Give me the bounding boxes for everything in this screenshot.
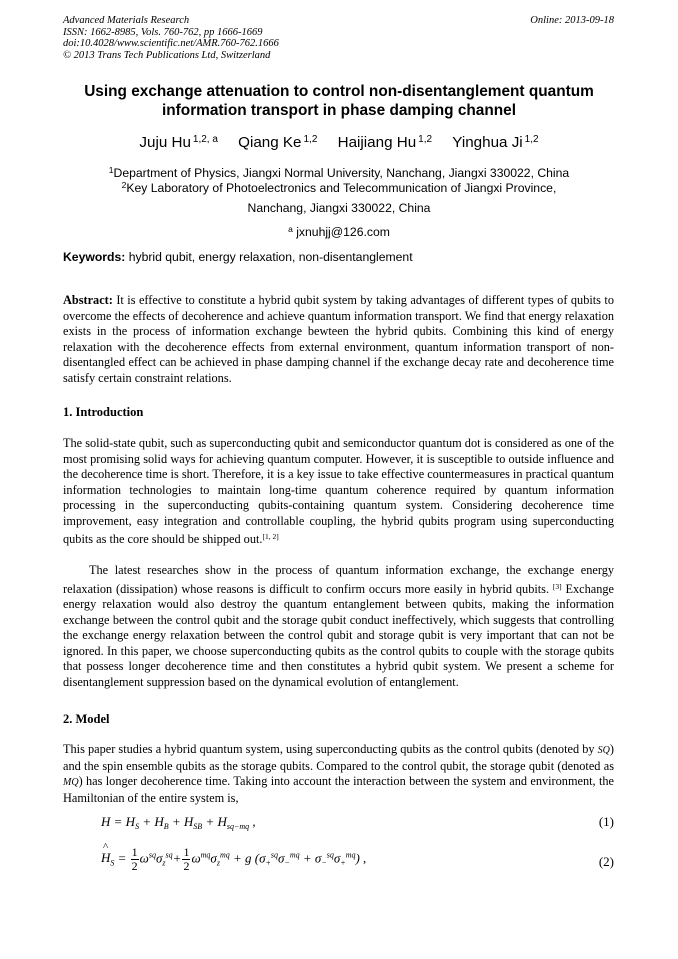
abstract [63, 293, 614, 386]
abstract-label: Abstract: [63, 293, 113, 307]
keywords-text: hybrid qubit, energy relaxation, non-disentanglement [128, 250, 413, 264]
section-heading-introduction: 1. Introduction [63, 405, 144, 419]
online-date: Online: 2013-09-18 [530, 15, 614, 26]
equation-1-formula: $H = H_S + H_B + H_{SB} + H_{sq-mq}$ , [101, 814, 256, 831]
paper-title [40, 82, 638, 120]
equation-2 [63, 846, 614, 880]
math-symbol-sq: SQ [597, 745, 610, 756]
author: Juju Hu $^{1,2, a}$ [139, 134, 218, 151]
author-email: $^a$ jxnuhjj@126.com [288, 224, 390, 239]
introduction-paragraph-1: The solid-state qubit, such as superconducting qubit and semiconductor quantum dot is considered as one of the most promising solid ways for achieving quantum computer. However, it is susceptible to outside influence and the decoherence time is short. Therefore, it is a key issue to take effective countermeasures in practical quantum information technologies to maintain long-time quantum coherence required by quantum information processing in the superconducting qubits-containing quantum system. Considering decoherence time improvement, easy integration and controllable coupling, the hybrid qubits program using superconducting qubits as the core should be shipped out.[1, 2] [63, 436, 614, 546]
keywords [63, 250, 413, 264]
author: Yinghua Ji $^{1,2}$ [452, 134, 539, 151]
keywords-label: Keywords: [63, 250, 126, 264]
math-symbol-mq: MQ [63, 777, 79, 788]
author-list [40, 134, 638, 151]
citation: [3] [552, 581, 562, 591]
doi-line: doi:10.4028/www.scientific.net/AMR.760-762.1666 [63, 38, 279, 49]
affiliation-2: $^2$Key Laboratory of Photoelectronics and Telecommunication of Jiangxi Province, [121, 180, 557, 195]
issn-line: ISSN: 1662-8985, Vols. 760-762, pp 1666-1669 [63, 26, 263, 38]
section-heading-model: 2. Model [63, 712, 110, 726]
journal-header [63, 15, 279, 61]
copyright-line: © 2013 Trans Tech Publications Ltd, Switzerland [63, 49, 271, 61]
title-line-2: information transport in phase damping channel [161, 102, 516, 119]
citation: [1, 2] [262, 532, 279, 541]
introduction-paragraph-2: The latest researches show in the process of quantum information exchange, the exchange energy relaxation (dissipation) whose reasons is difficult to confirm occurs more easily in hybrid qubits. [3] Exchange energy relaxation would also destroy the quantum entanglement between qubits, making the information exchange between the control qubit and the storage qubit conduct ineffectively, which suggests that controlling the exchange energy relaxation between the control qubit and storage qubit is very important that can not be ignored. In this paper, we choose superconducting qubits as the control qubits to couple with the storage qubits that possess longer decoherence time and then constitutes a hybrid qubit system. We present a scheme for disentanglement suppression based on the dynamical evolution of entanglement. [63, 563, 614, 689]
affiliation-1: $^1$Department of Physics, Jiangxi Normal University, Nanchang, Jiangxi 330022, China [108, 165, 570, 180]
equation-number: (1) [598, 814, 614, 829]
title-line-1: Using exchange attenuation to control non-disentanglement quantum [84, 83, 594, 100]
equation-2-formula: ^ $H_S$ = $\frac{1}{2}$ $\omega^{sq}\sigma_z^{sq}+$ $\frac{1}{2}$ $\omega^{mq}\sigma_z^{mq} + g$ $(\sigma_+^{sq}\sigma_-^{mq} + \sigma_-^{sq}\sigma_+^{mq})$ , [101, 846, 366, 873]
abstract-text: It is effective to constitute a hybrid qubit system by taking advantages of different types of qubits to overcome the effects of decoherence and achieve quantum information transport. We find that energy relaxation exists in the process of information exchange bewteen the hybrid qubits. Combining this kind of energy relaxation with the decoherence effects from external environment, quantum information transport of non-disentangled effect can be achieved in phase damping channel if the exchange decay rate and decoherence time satisfy certain constraint relations. [63, 293, 614, 385]
affiliation-2-continued: Nanchang, Jiangxi 330022, China [247, 201, 431, 215]
author: Qiang Ke $^{1,2}$ [238, 134, 318, 151]
journal-name: Advanced Materials Research [63, 15, 190, 26]
equation-number: (2) [598, 854, 614, 869]
model-paragraph: This paper studies a hybrid quantum system, using superconducting qubits as the control qubits (denoted by SQ) and the spin ensemble qubits as the storage qubits. Compared to the control qubit, the storage qubit (denoted as MQ) has longer decoherence time. Taking into account the interaction between the system and environment, the Hamiltonian of the entire system is, [63, 742, 614, 805]
author: Haijiang Hu $^{1,2}$ [337, 134, 433, 151]
